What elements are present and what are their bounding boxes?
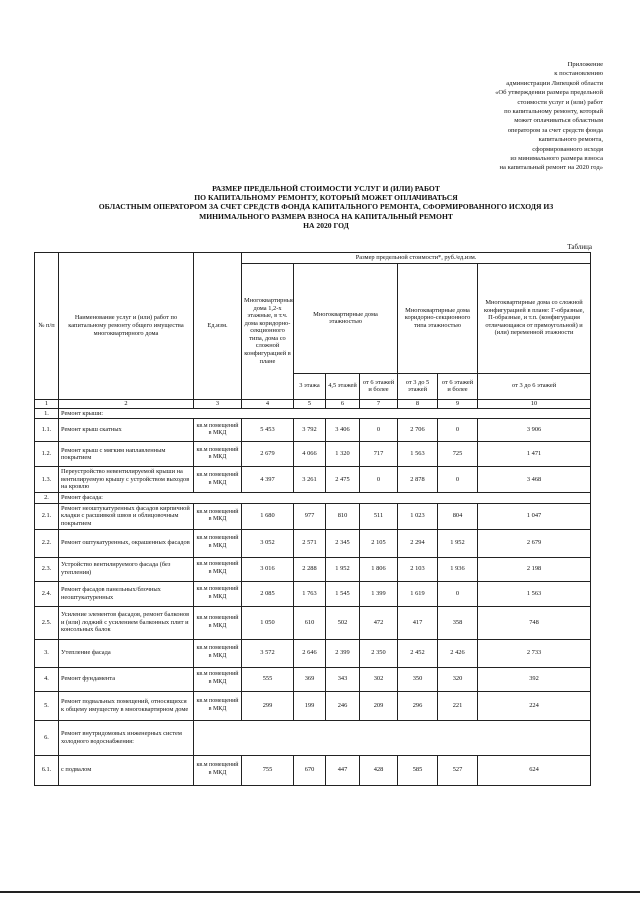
value-cell: 755: [242, 755, 294, 785]
value-cell: 392: [478, 667, 591, 691]
header-name: Наименование услуг и (или) работ по капитальному ремонту общего имущества многоквартирного дома: [59, 253, 194, 400]
unit-cell: кв.м помещений в МКД: [194, 503, 242, 529]
row-number: 1.3.: [35, 467, 59, 493]
title-line: НА 2020 ГОД: [303, 220, 349, 230]
value-cell: 2 646: [294, 639, 326, 667]
header-group-floors: Многоквартирные дома этажностью: [294, 263, 398, 373]
value-cell: 511: [360, 503, 398, 529]
value-cell: 5 453: [242, 419, 294, 442]
row-number: 1.2.: [35, 442, 59, 467]
appendix-line: сформированного исходя: [532, 145, 603, 153]
empty-cell: [194, 720, 591, 755]
value-cell: 1 471: [478, 442, 591, 467]
table-row: [35, 529, 591, 557]
value-cell: 0: [360, 419, 398, 442]
value-cell: 447: [326, 755, 360, 785]
column-number: 6: [326, 399, 360, 408]
appendix-line: капитального ремонта,: [538, 136, 603, 144]
value-cell: 2 288: [294, 557, 326, 581]
page-bottom-rule: [0, 891, 640, 893]
value-cell: 209: [360, 691, 398, 720]
value-cell: 2 679: [242, 442, 294, 467]
value-cell: 1 545: [326, 581, 360, 606]
value-cell: 810: [326, 503, 360, 529]
row-number: 2.1.: [35, 503, 59, 529]
table-row: [35, 581, 591, 606]
value-cell: 2 426: [438, 639, 478, 667]
title-line: МИНИМАЛЬНОГО РАЗМЕРА ВЗНОСА НА КАПИТАЛЬНЫЙ РЕМОНТ: [199, 211, 453, 221]
value-cell: 296: [398, 691, 438, 720]
value-cell: 417: [398, 606, 438, 639]
column-number: 3: [194, 399, 242, 408]
header-sub: 3 этажа: [294, 373, 326, 399]
value-cell: 1 952: [326, 557, 360, 581]
column-number: 7: [360, 399, 398, 408]
value-cell: 369: [294, 667, 326, 691]
value-cell: 977: [294, 503, 326, 529]
header-group-low: Многоквартирные дома 1,2-х этажные, в т.ч. дома коридорно-секционного типа, дома со сложной конфигурацией в плане: [242, 263, 294, 399]
unit-cell: кв.м помещений в МКД: [194, 755, 242, 785]
value-cell: 2 345: [326, 529, 360, 557]
value-cell: 1 680: [242, 503, 294, 529]
column-number: 1: [35, 399, 59, 408]
value-cell: 2 878: [398, 467, 438, 493]
value-cell: 1 806: [360, 557, 398, 581]
value-cell: 624: [478, 755, 591, 785]
header-sub: от 6 этажей и более: [360, 373, 398, 399]
header-sub: от 6 этажей и более: [438, 373, 478, 399]
cost-table: [34, 252, 591, 786]
value-cell: 3 261: [294, 467, 326, 493]
row-number: 1.: [35, 408, 59, 419]
value-cell: 1 619: [398, 581, 438, 606]
value-cell: 0: [438, 581, 478, 606]
row-number: 5.: [35, 691, 59, 720]
value-cell: 302: [360, 667, 398, 691]
value-cell: 2 679: [478, 529, 591, 557]
value-cell: 748: [478, 606, 591, 639]
value-cell: 343: [326, 667, 360, 691]
value-cell: 199: [294, 691, 326, 720]
value-cell: 0: [438, 419, 478, 442]
header-sub: от 3 до 6 этажей: [478, 373, 591, 399]
table-row: [35, 493, 591, 504]
table-row: [35, 419, 591, 442]
value-cell: 224: [478, 691, 591, 720]
section-title: Ремонт внутридомовых инженерных систем холодного водоснабжения:: [59, 720, 194, 755]
value-cell: 0: [438, 467, 478, 493]
value-cell: 610: [294, 606, 326, 639]
value-cell: 3 016: [242, 557, 294, 581]
value-cell: 3 468: [478, 467, 591, 493]
column-number: 2: [59, 399, 194, 408]
value-cell: 299: [242, 691, 294, 720]
value-cell: 3 906: [478, 419, 591, 442]
column-number: 10: [478, 399, 591, 408]
value-cell: 2 294: [398, 529, 438, 557]
table-label: Таблица: [567, 243, 592, 251]
value-cell: 246: [326, 691, 360, 720]
column-number: 9: [438, 399, 478, 408]
appendix-line: по капитальному ремонту, который: [504, 108, 603, 116]
row-number: 2.2.: [35, 529, 59, 557]
work-name: Усиление элементов фасадов, ремонт балконов и (или) лоджий с усилением балконных плит и консольных балок: [59, 606, 194, 639]
row-number: 6.1.: [35, 755, 59, 785]
value-cell: 725: [438, 442, 478, 467]
unit-cell: кв.м помещений в МКД: [194, 557, 242, 581]
table-row: [35, 720, 591, 755]
appendix-line: из минимального размера взноса: [510, 155, 603, 163]
header-sub: 4,5 этажей: [326, 373, 360, 399]
value-cell: 221: [438, 691, 478, 720]
row-number: 2.4.: [35, 581, 59, 606]
row-number: 2.3.: [35, 557, 59, 581]
value-cell: 2 571: [294, 529, 326, 557]
header-unit: Ед.изм.: [194, 253, 242, 400]
value-cell: 2 103: [398, 557, 438, 581]
work-name: Ремонт оштукатуренных, окрашенных фасадов: [59, 529, 194, 557]
header-sub: от 3 до 5 этажей: [398, 373, 438, 399]
column-number: 8: [398, 399, 438, 408]
table-row: [35, 467, 591, 493]
row-number: 2.: [35, 493, 59, 504]
unit-cell: кв.м помещений в МКД: [194, 442, 242, 467]
work-name: Ремонт фундамента: [59, 667, 194, 691]
header-num: № п/п: [35, 253, 59, 400]
header-group-complex: Многоквартирные дома со сложной конфигурацией в плане: Г-образные, П-образные, и т.п. (конфигурация отличающаяся от прямоугольной) и (или) переменной этажности: [478, 263, 591, 373]
title-line: ПО КАПИТАЛЬНОМУ РЕМОНТУ, КОТОРЫЙ МОЖЕТ ОПЛАЧИВАТЬСЯ: [194, 193, 458, 203]
value-cell: 502: [326, 606, 360, 639]
value-cell: 1 047: [478, 503, 591, 529]
value-cell: 2 085: [242, 581, 294, 606]
title-line: ОБЛАСТНЫМ ОПЕРАТОРОМ ЗА СЧЕТ СРЕДСТВ ФОНДА КАПИТАЛЬНОГО РЕМОНТА, СФОРМИРОВАННОГО ИСХОДЯ ИЗ: [98, 202, 554, 212]
value-cell: 472: [360, 606, 398, 639]
header-group-corridor: Многоквартирные дома коридорно-секционного типа этажностью: [398, 263, 478, 373]
value-cell: 2 399: [326, 639, 360, 667]
table-row: [35, 755, 591, 785]
work-name: Переустройство невентилируемой крыши на вентилируемую крышу с устройством выходов на кровлю: [59, 467, 194, 493]
row-number: 4.: [35, 667, 59, 691]
value-cell: 2 706: [398, 419, 438, 442]
work-name: Ремонт фасадов панельных/блочных неоштукатуренных: [59, 581, 194, 606]
section-title: Ремонт фасада:: [59, 493, 591, 504]
value-cell: 358: [438, 606, 478, 639]
value-cell: 2 452: [398, 639, 438, 667]
work-name: Ремонт подвальных помещений, относящихся к общему имуществу в многоквартирном доме: [59, 691, 194, 720]
appendix-line: Приложение: [567, 61, 603, 68]
table-row: [35, 442, 591, 467]
work-name: Утепление фасада: [59, 639, 194, 667]
unit-cell: кв.м помещений в МКД: [194, 419, 242, 442]
appendix-line: на капитальный ремонт на 2020 год»: [499, 164, 603, 172]
document-title: [60, 184, 592, 230]
value-cell: 1 563: [478, 581, 591, 606]
work-name: Ремонт крыш с мягким наплавленным покрытием: [59, 442, 194, 467]
row-number: 1.1.: [35, 419, 59, 442]
value-cell: 2 105: [360, 529, 398, 557]
value-cell: 555: [242, 667, 294, 691]
unit-cell: кв.м помещений в МКД: [194, 667, 242, 691]
appendix-line: оператором за счет средств фонда: [507, 126, 603, 134]
table-row: [35, 408, 591, 419]
value-cell: 3 792: [294, 419, 326, 442]
appendix-line: администрации Липецкой области: [506, 79, 603, 87]
work-name: с подвалом: [59, 755, 194, 785]
row-number: 6.: [35, 720, 59, 755]
column-number-row: [35, 399, 591, 408]
value-cell: 1 023: [398, 503, 438, 529]
value-cell: 670: [294, 755, 326, 785]
column-number: 4: [242, 399, 294, 408]
appendix-line: может оплачиваться областным: [514, 117, 603, 125]
value-cell: 804: [438, 503, 478, 529]
unit-cell: кв.м помещений в МКД: [194, 467, 242, 493]
row-number: 2.5.: [35, 606, 59, 639]
unit-cell: кв.м помещений в МКД: [194, 639, 242, 667]
header-limit: Размер предельной стоимости*, руб./ед.изм.: [242, 253, 591, 264]
unit-cell: кв.м помещений в МКД: [194, 581, 242, 606]
appendix-line: к постановлению: [554, 70, 603, 78]
value-cell: 320: [438, 667, 478, 691]
value-cell: 1 563: [398, 442, 438, 467]
value-cell: 3 406: [326, 419, 360, 442]
value-cell: 1 320: [326, 442, 360, 467]
table-row: [35, 606, 591, 639]
value-cell: 350: [398, 667, 438, 691]
value-cell: 527: [438, 755, 478, 785]
value-cell: 4 066: [294, 442, 326, 467]
value-cell: 1 936: [438, 557, 478, 581]
value-cell: 1 050: [242, 606, 294, 639]
unit-cell: кв.м помещений в МКД: [194, 691, 242, 720]
value-cell: 1 952: [438, 529, 478, 557]
value-cell: 2 475: [326, 467, 360, 493]
table-row: [35, 503, 591, 529]
appendix-note: [453, 60, 603, 173]
unit-cell: кв.м помещений в МКД: [194, 529, 242, 557]
row-number: 3.: [35, 639, 59, 667]
value-cell: 3 572: [242, 639, 294, 667]
title-line: РАЗМЕР ПРЕДЕЛЬНОЙ СТОИМОСТИ УСЛУГ И (ИЛИ) РАБОТ: [212, 184, 440, 193]
value-cell: 4 397: [242, 467, 294, 493]
work-name: Ремонт крыш скатных: [59, 419, 194, 442]
appendix-line: стоимости услуг и (или) работ: [517, 98, 603, 106]
table-row: [35, 639, 591, 667]
value-cell: 1 763: [294, 581, 326, 606]
value-cell: 0: [360, 467, 398, 493]
column-number: 5: [294, 399, 326, 408]
value-cell: 585: [398, 755, 438, 785]
appendix-line: «Об утверждении размера предельной: [495, 89, 603, 97]
table-row: [35, 691, 591, 720]
value-cell: 2 198: [478, 557, 591, 581]
value-cell: 2 733: [478, 639, 591, 667]
section-title: Ремонт крыши:: [59, 408, 591, 419]
value-cell: 428: [360, 755, 398, 785]
value-cell: 717: [360, 442, 398, 467]
table-row: [35, 667, 591, 691]
unit-cell: кв.м помещений в МКД: [194, 606, 242, 639]
value-cell: 3 052: [242, 529, 294, 557]
table-row: [35, 557, 591, 581]
work-name: Устройство вентилируемого фасада (без утепления): [59, 557, 194, 581]
value-cell: 1 399: [360, 581, 398, 606]
work-name: Ремонт неоштукатуренных фасадов кирпичной кладки с расшивкой швов и облицовочным покрытием: [59, 503, 194, 529]
value-cell: 2 350: [360, 639, 398, 667]
